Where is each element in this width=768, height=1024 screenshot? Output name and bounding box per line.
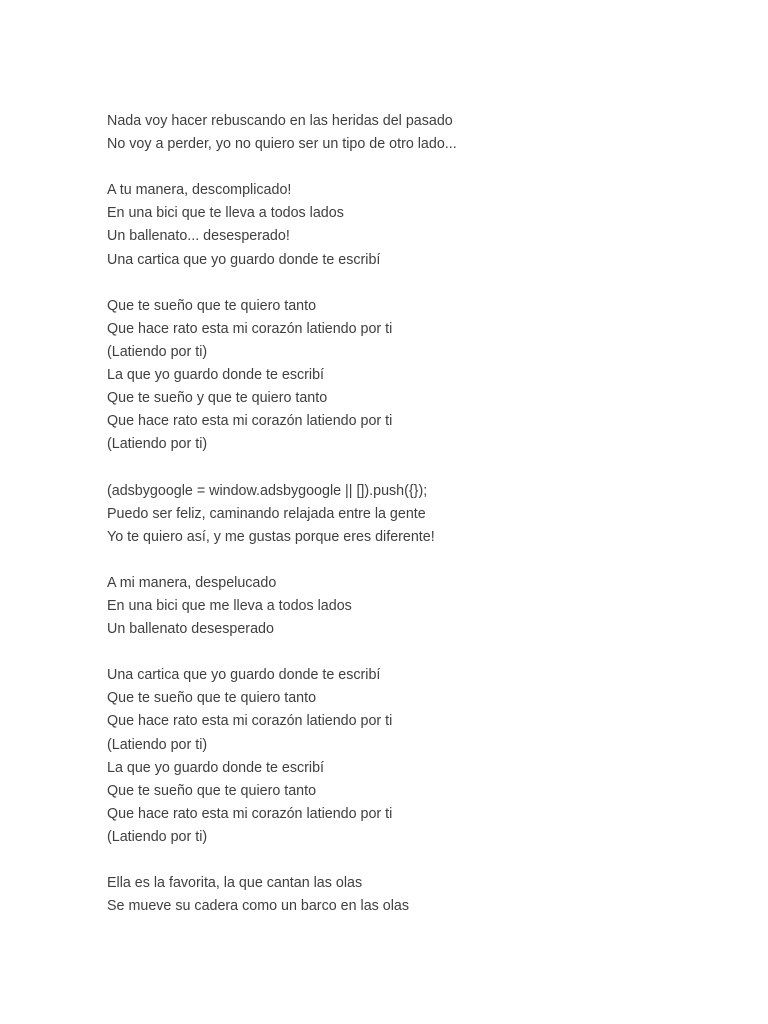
lyric-line: Que te sueño y que te quiero tanto — [107, 390, 328, 407]
lyric-line: Que hace rato esta mi corazón latiendo por ti — [107, 413, 393, 430]
lyric-line: Una cartica que yo guardo donde te escribí — [107, 667, 381, 684]
stanza-1 — [107, 110, 727, 156]
stanza-4 — [107, 480, 727, 549]
lyric-line: Un ballenato... desesperado! — [107, 228, 290, 245]
lyric-line: (Latiendo por ti) — [107, 436, 208, 453]
lyric-line: Un ballenato desesperado — [107, 621, 274, 638]
lyric-line: Yo te quiero así, y me gustas porque eres diferente! — [107, 528, 435, 545]
lyric-line: En una bici que te lleva a todos lados — [107, 205, 344, 222]
lyric-line: La que yo guardo donde te escribí — [107, 759, 324, 776]
lyric-line: Que te sueño que te quiero tanto — [107, 782, 317, 799]
stanza-7 — [107, 872, 727, 918]
lyric-line: Que hace rato esta mi corazón latiendo por ti — [107, 320, 393, 337]
lyric-line: Una cartica que yo guardo donde te escribí — [107, 251, 381, 268]
lyric-line: Que te sueño que te quiero tanto — [107, 297, 317, 314]
lyric-line: A mi manera, despelucado — [107, 574, 277, 591]
lyric-line: (adsbygoogle = window.adsbygoogle || []).push({}); — [107, 482, 428, 499]
lyric-line: Ella es la favorita, la que cantan las olas — [107, 875, 363, 892]
lyric-line: Nada voy hacer rebuscando en las heridas del pasado — [107, 113, 453, 129]
lyric-line: La que yo guardo donde te escribí — [107, 367, 324, 384]
stanza-6 — [107, 664, 727, 849]
stanza-5 — [107, 572, 727, 641]
stanza-3 — [107, 295, 727, 457]
lyric-line: Se mueve su cadera como un barco en las olas — [107, 898, 409, 915]
lyric-line: En una bici que me lleva a todos lados — [107, 597, 352, 614]
lyric-line: Que hace rato esta mi corazón latiendo por ti — [107, 713, 393, 730]
lyric-line: No voy a perder, yo no quiero ser un tipo de otro lado... — [107, 136, 457, 153]
lyric-line: A tu manera, descomplicado! — [107, 182, 292, 199]
lyric-line: Puedo ser feliz, caminando relajada entre la gente — [107, 505, 426, 522]
lyric-line: (Latiendo por ti) — [107, 736, 208, 753]
lyric-line: (Latiendo por ti) — [107, 343, 208, 360]
lyric-line: Que te sueño que te quiero tanto — [107, 690, 317, 707]
lyrics-body — [107, 110, 727, 941]
lyric-line: Que hace rato esta mi corazón latiendo por ti — [107, 805, 393, 822]
lyric-line: (Latiendo por ti) — [107, 828, 208, 845]
stanza-2 — [107, 179, 727, 271]
